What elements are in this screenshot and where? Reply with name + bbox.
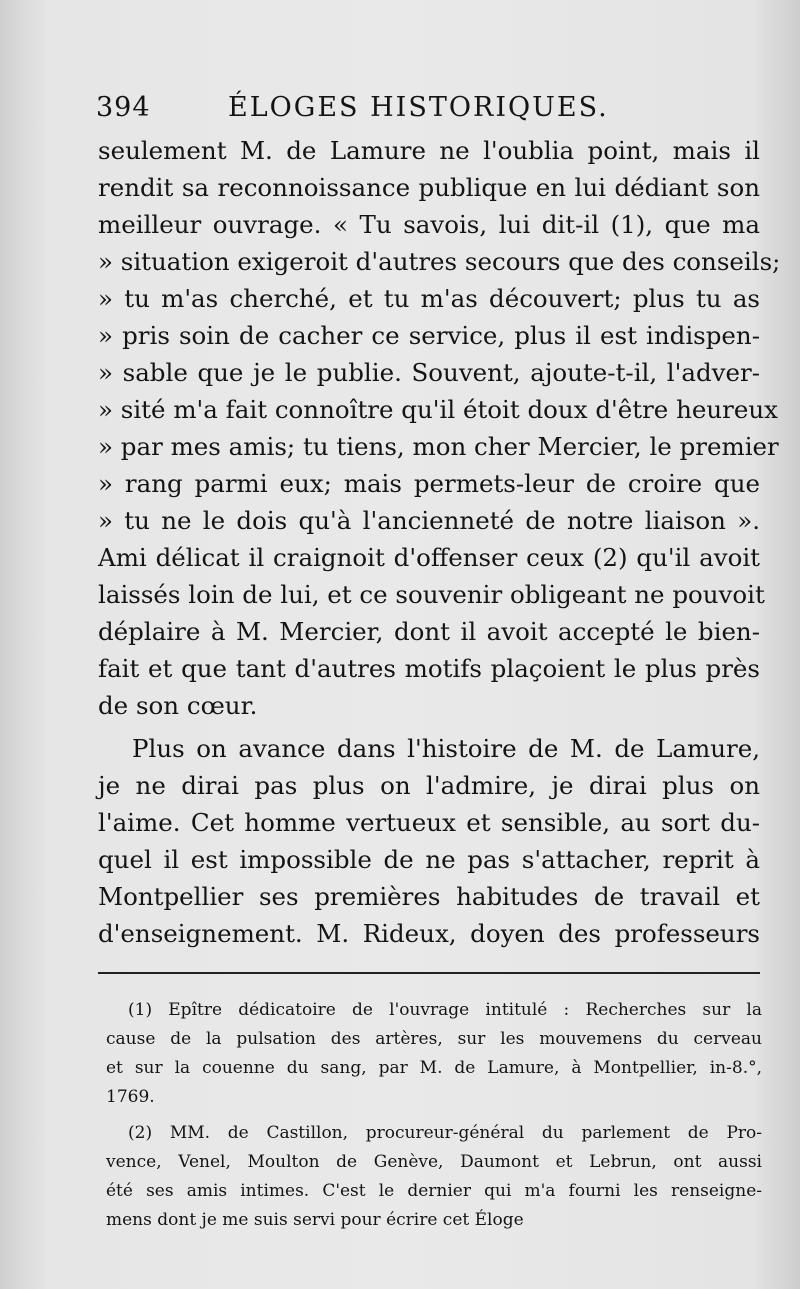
text-line: je ne dirai pas plus on l'admire, je dirai plus on xyxy=(98,771,760,800)
footnote-line: 1769. xyxy=(106,1087,155,1107)
footnote-line: (1) Epître dédicatoire de l'ouvrage intitulé : Recherches sur la xyxy=(128,1000,762,1020)
text-line: Plus on avance dans l'histoire de M. de Lamure, xyxy=(132,734,760,763)
footnotes xyxy=(106,996,762,1235)
footnote-gap xyxy=(106,1112,762,1119)
footnote-line: et sur la couenne du sang, par M. de Lamure, à Montpellier, in-8.°, xyxy=(106,1058,762,1078)
text-line: » sité m'a fait connoître qu'il étoit doux d'être heureux xyxy=(98,395,778,424)
text-line: Montpellier ses premières habitudes de travail et xyxy=(98,882,760,911)
running-head: ÉLOGES HISTORIQUES. xyxy=(228,92,609,123)
footnote-line: mens dont je me suis servi pour écrire cet Éloge xyxy=(106,1210,524,1230)
text-line: de son cœur. xyxy=(98,691,258,720)
footnote-line: vence, Venel, Moulton de Genève, Daumont et Lebrun, ont aussi xyxy=(106,1152,762,1172)
page-header xyxy=(96,92,676,132)
text-line: » tu m'as cherché, et tu m'as découvert; plus tu as xyxy=(98,284,760,313)
text-line: d'enseignement. M. Rideux, doyen des professeurs xyxy=(98,919,760,948)
footnote-line: cause de la pulsation des artères, sur les mouvemens du cerveau xyxy=(106,1029,762,1049)
text-line: rendit sa reconnoissance publique en lui dédiant son xyxy=(98,173,760,202)
text-line: » rang parmi eux; mais permets-leur de croire que xyxy=(98,469,760,498)
text-line: Ami délicat il craignoit d'offenser ceux (2) qu'il avoit xyxy=(98,543,760,572)
text-line: seulement M. de Lamure ne l'oublia point, mais il xyxy=(98,136,760,165)
text-line: » situation exigeroit d'autres secours que des conseils; xyxy=(98,247,781,276)
text-line: » tu ne le dois qu'à l'ancienneté de notre liaison ». xyxy=(98,506,760,535)
page-number: 394 xyxy=(96,92,151,123)
text-line: l'aime. Cet homme vertueux et sensible, au sort du- xyxy=(98,808,760,837)
footnote-line: été ses amis intimes. C'est le dernier qui m'a fourni les renseigne- xyxy=(106,1181,762,1201)
footnote-rule xyxy=(98,972,760,974)
text-line: fait et que tant d'autres motifs plaçoient le plus près xyxy=(98,654,760,683)
text-line: déplaire à M. Mercier, dont il avoit accepté le bien- xyxy=(98,617,760,646)
text-line: » sable que je le publie. Souvent, ajoute-t-il, l'adver- xyxy=(98,358,760,387)
text-line: laissés loin de lui, et ce souvenir obligeant ne pouvoit xyxy=(98,580,765,609)
footnote-line: (2) MM. de Castillon, procureur-général du parlement de Pro- xyxy=(128,1123,762,1143)
text-line: » pris soin de cacher ce service, plus il est indispen- xyxy=(98,321,760,350)
text-line: meilleur ouvrage. « Tu savois, lui dit-il (1), que ma xyxy=(98,210,760,239)
text-line: quel il est impossible de ne pas s'attacher, reprit à xyxy=(98,845,760,874)
main-text xyxy=(98,132,781,952)
text-line: » par mes amis; tu tiens, mon cher Mercier, le premier xyxy=(98,432,779,461)
